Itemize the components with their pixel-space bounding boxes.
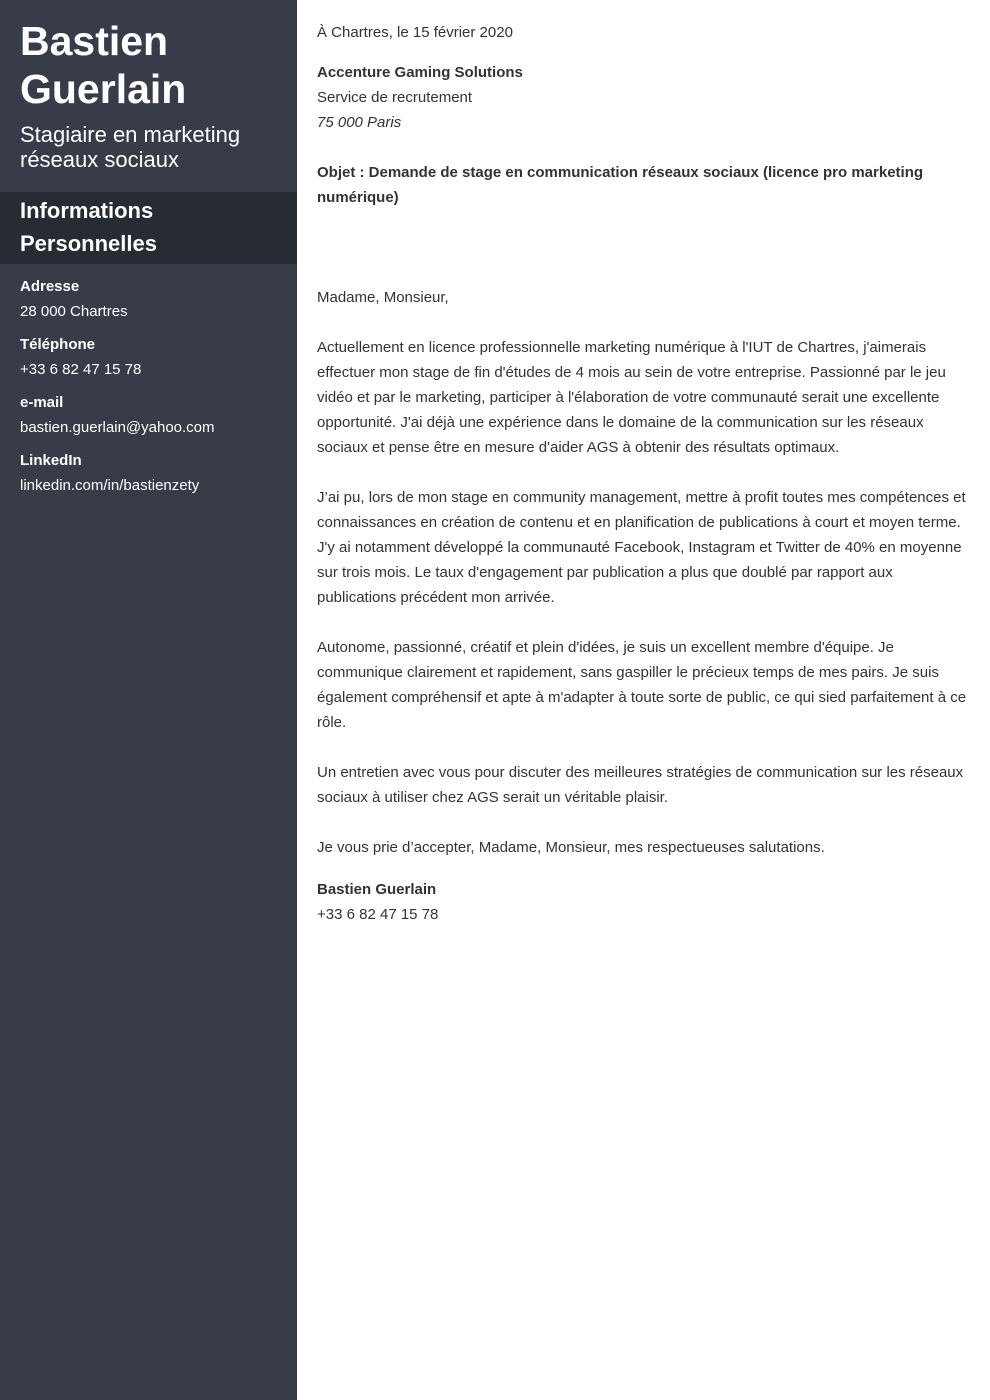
letter-date: À Chartres, le 15 février 2020 <box>317 24 513 41</box>
info-value: 28 000 Chartres <box>20 303 128 320</box>
letter-paragraph: Actuellement en licence professionnelle marketing numérique à l'IUT de Chartres, j'aimerais effectuer mon stage de fin d'études de 4 mois au sein de votre entreprise. Passionné par le jeu vidéo et par le marketing, participer à l'élaboration de votre communauté serait une excellente opportunité. J'ai déjà une expérience dans le domaine de la communication sur les réseaux sociaux et pense être en mesure d'aider AGS à obtenir des résultats optimaux. <box>317 339 946 456</box>
letter-paragraph: J’ai pu, lors de mon stage en community management, mettre à profit toutes mes compétences et connaissances en création de contenu et en planification de publications à court et moyen terme. J'y ai notamment développé la communauté Facebook, Instagram et Twitter de 40% en moyenne sur trois mois. Le taux d'engagement par publication a plus que doublé par rapport aux publications précédent mon arrivée. <box>317 489 966 606</box>
linkedin-link[interactable]: linkedin.com/in/bastienzety <box>20 477 200 494</box>
letter-closing: Je vous prie d’accepter, Madame, Monsieur, mes respectueuses salutations. <box>317 839 825 856</box>
applicant-last-name: Guerlain <box>20 66 187 112</box>
recipient-company: Accenture Gaming Solutions <box>317 64 523 81</box>
info-item-phone <box>20 334 277 381</box>
signature-phone: +33 6 82 47 15 78 <box>317 906 439 923</box>
info-label: Téléphone <box>20 336 96 353</box>
letter-subject: Objet : Demande de stage en communication réseaux sociaux (licence pro marketing numérique) <box>317 164 924 206</box>
sidebar <box>0 0 297 1400</box>
applicant-first-name: Bastien <box>20 18 169 64</box>
letter-paragraph: Autonome, passionné, créatif et plein d'idées, je suis un excellent membre d'équipe. Je communique clairement et rapidement, sans gaspiller le précieux temps de mes pairs. Je suis également compréhensif et apte à m'adapter à toute sorte de public, ce qui sied parfaitement à ce rôle. <box>317 639 967 731</box>
applicant-name <box>20 17 277 113</box>
info-value: +33 6 82 47 15 78 <box>20 361 142 378</box>
info-label: e-mail <box>20 394 64 411</box>
section-header-personal-info <box>0 192 297 264</box>
info-item-address <box>20 276 277 323</box>
recipient-block <box>317 60 970 135</box>
sidebar-header <box>0 0 297 192</box>
letter-body <box>297 0 990 1400</box>
info-label: LinkedIn <box>20 452 82 469</box>
info-item-linkedin <box>20 450 277 497</box>
info-label: Adresse <box>20 278 80 295</box>
info-item-email <box>20 392 277 439</box>
letter-salutation: Madame, Monsieur, <box>317 289 449 306</box>
signature-block <box>317 877 970 927</box>
section-title-line2: Personnelles <box>20 231 157 256</box>
letter-paragraph: Un entretien avec vous pour discuter des meilleures stratégies de communication sur les réseaux sociaux à utiliser chez AGS serait un véritable plaisir. <box>317 764 964 806</box>
email-link[interactable]: bastien.guerlain@yahoo.com <box>20 419 215 436</box>
section-title-line1: Informations <box>20 198 154 223</box>
applicant-title: Stagiaire en marketing réseaux sociaux <box>20 122 241 172</box>
personal-info-list <box>0 264 297 520</box>
signature-name: Bastien Guerlain <box>317 881 437 898</box>
recipient-city: 75 000 Paris <box>317 114 402 131</box>
recipient-department: Service de recrutement <box>317 89 473 106</box>
